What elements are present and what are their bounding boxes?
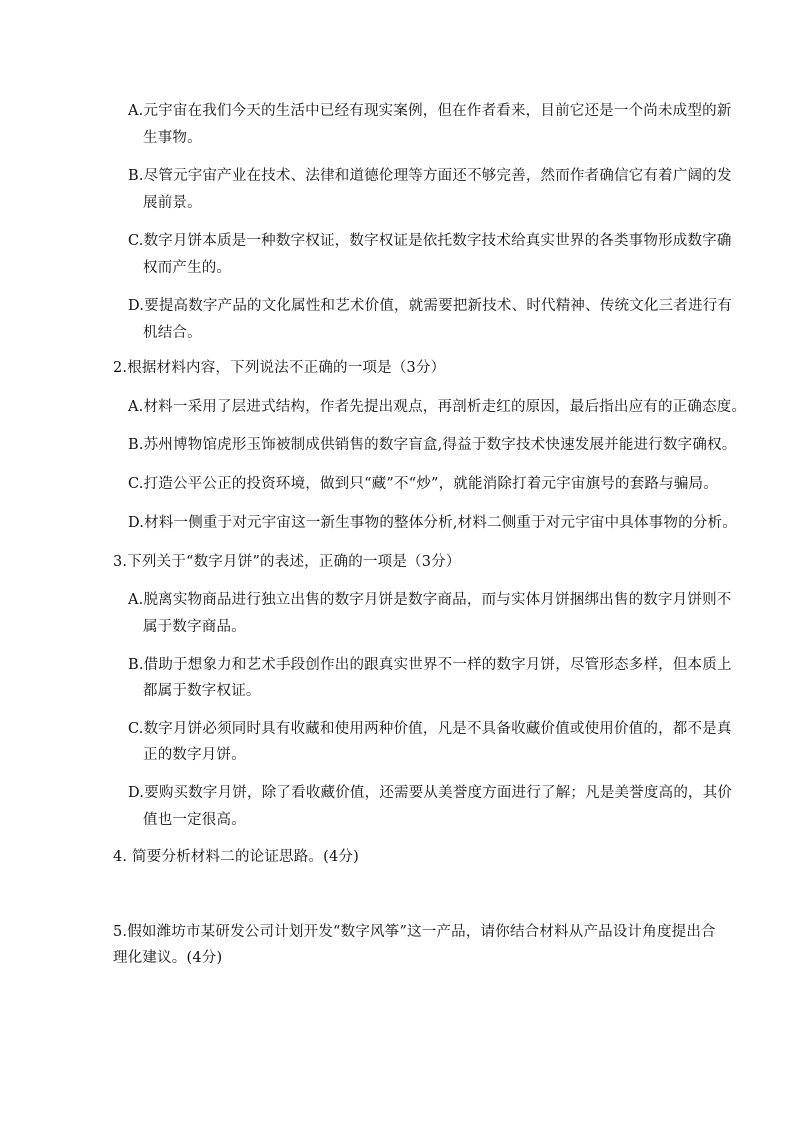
q5-title-line2: 理化建议。(4分)	[113, 950, 223, 966]
q2-title: 2.根据材料内容，下列说法不正确的一项是（3分）	[113, 360, 446, 376]
q1-option-a-line1: A.元宇宙在我们今天的生活中已经有现实案例，但在作者看来，目前它还是一个尚未成型的新	[128, 103, 732, 119]
q3-option-a-line1: A.脱离实物商品进行独立出售的数字月饼是数字商品，而与实体月饼捆绑出售的数字月饼则不	[128, 592, 732, 608]
q3-option-c-line1: C.数字月饼必须同时具有收藏和使用两种价值，凡是不具备收藏价值或使用价值的，都不是真	[128, 721, 732, 737]
q2-option-d: D.材料一侧重于对元宇宙这一新生事物的整体分析,材料二侧重于对元宇宙中具体事物的分析。	[128, 515, 737, 531]
q3-option-c-line2: 正的数字月饼。	[143, 747, 246, 763]
q1-option-c-line2: 权而产生的。	[143, 260, 232, 276]
q3-title: 3.下列关于“数字月饼”的表述，正确的一项是（3分）	[113, 554, 461, 570]
q3-option-d-line2: 值也一定很高。	[143, 812, 246, 828]
q2-option-b: B.苏州博物馆虎形玉饰被制成供销售的数字盲盒,得益于数字技术快速发展并能进行数字确权。	[128, 437, 737, 453]
q1-option-a-line2: 生事物。	[143, 130, 202, 146]
q3-option-a-line2: 属于数字商品。	[143, 619, 246, 635]
q3-option-b-line2: 都属于数字权证。	[143, 683, 261, 699]
q3-option-d-line1: D.要购买数字月饼，除了看收藏价值，还需要从美誉度方面进行了解；凡是美誉度高的，其价	[128, 785, 733, 801]
q1-option-d-line2: 机结合。	[143, 325, 202, 341]
q1-option-b-line1: B.尽管元宇宙产业在技术、法律和道德伦理等方面还不够完善，然而作者确信它有着广阔的发	[128, 168, 732, 184]
q1-option-c-line1: C.数字月饼本质是一种数字权证，数字权证是依托数字技术给真实世界的各类事物形成数字确	[128, 233, 732, 249]
q3-option-b-line1: B.借助于想象力和艺术手段创作出的跟真实世界不一样的数字月饼，尽管形态多样，但本质上	[128, 657, 732, 673]
q1-option-d-line1: D.要提高数字产品的文化属性和艺术价值，就需要把新技术、时代精神、传统文化三者进行有	[128, 298, 733, 314]
q2-option-a: A.材料一采用了层进式结构，作者先提出观点，再剖析走红的原因，最后指出应有的正确态度。	[128, 399, 747, 415]
q5-title-line1: 5.假如潍坊市某研发公司计划开发“数字风筝”这一产品，请你结合材料从产品设计角度提出合	[113, 924, 716, 940]
q4-title: 4. 简要分析材料二的论证思路。(4分)	[113, 849, 359, 865]
q1-option-b-line2: 展前景。	[143, 195, 202, 211]
q2-option-c: C.打造公平公正的投资环境，做到只“藏”不“炒”，就能消除打着元宇宙旗号的套路与骗局。	[128, 476, 718, 492]
